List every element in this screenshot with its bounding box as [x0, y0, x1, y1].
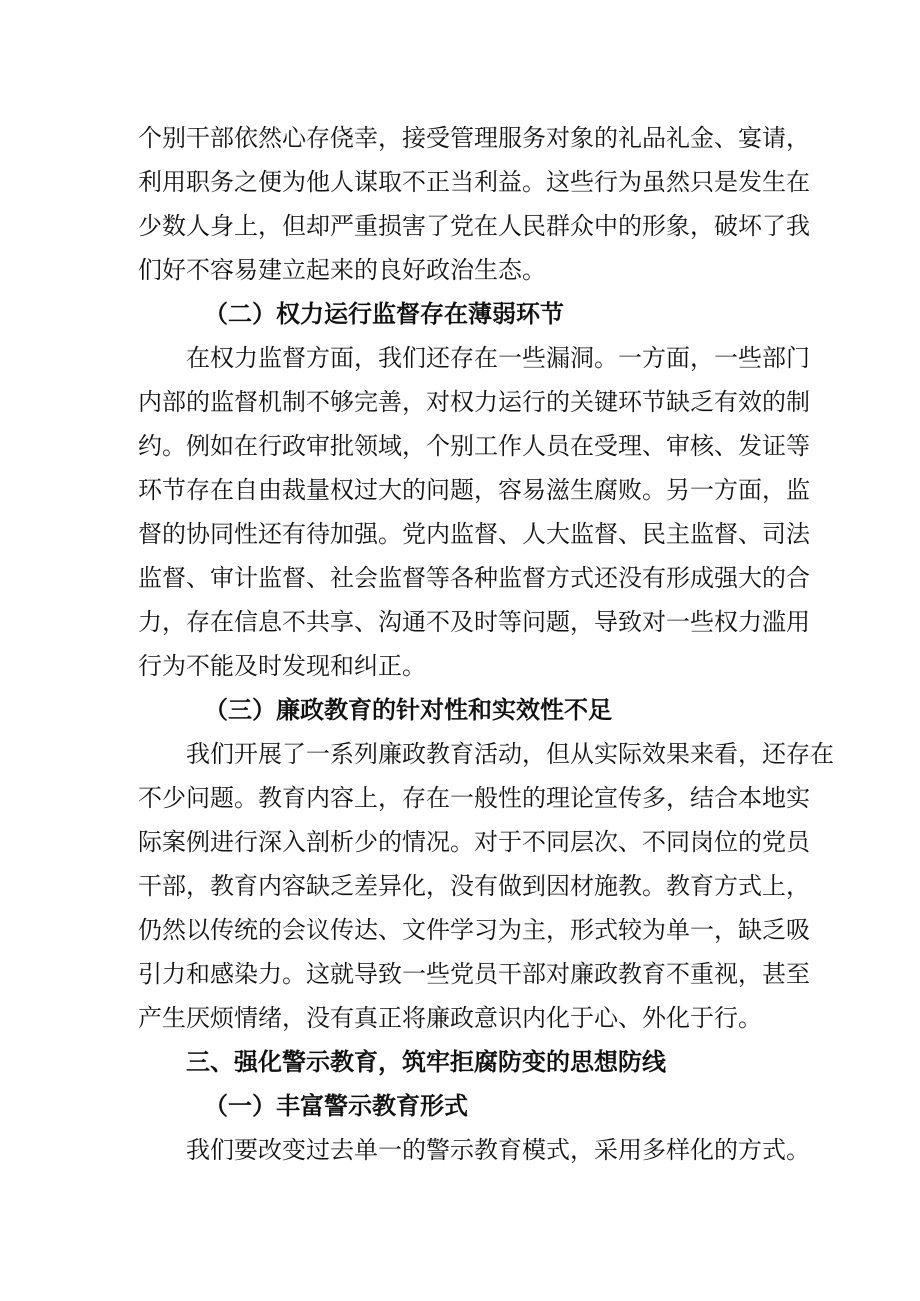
paragraph-line: 我们开展了一系列廉政教育活动，但从实际效果来看，还存在 [186, 740, 834, 768]
subsection-heading: （三）廉政教育的针对性和实效性不足 [204, 696, 612, 724]
paragraph-line: 我们要改变过去单一的警示教育模式，采用多样化的方式。 [186, 1136, 810, 1164]
paragraph-line: 们好不容易建立起来的良好政治生态。 [138, 256, 546, 284]
paragraph-line: 仍然以传统的会议传达、文件学习为主，形式较为单一，缺乏吸 [138, 916, 810, 944]
paragraph-line: 引力和感染力。这就导致一些党员干部对廉政教育不重视，甚至 [138, 960, 810, 988]
paragraph-line: 少数人身上，但却严重损害了党在人民群众中的形象，破坏了我 [138, 212, 810, 240]
paragraph-line: 干部，教育内容缺乏差异化，没有做到因材施教。教育方式上， [138, 872, 810, 900]
paragraph-line: 个别干部依然心存侥幸，接受管理服务对象的礼品礼金、宴请， [138, 124, 810, 152]
subsection-heading: （一）丰富警示教育形式 [204, 1092, 468, 1120]
paragraph-line: 际案例进行深入剖析少的情况。对于不同层次、不同岗位的党员 [138, 828, 810, 856]
paragraph-line: 监督、审计监督、社会监督等各种监督方式还没有形成强大的合 [138, 564, 810, 592]
paragraph-line: 环节存在自由裁量权过大的问题，容易滋生腐败。另一方面，监 [138, 476, 810, 504]
paragraph-line: 约。例如在行政审批领域，个别工作人员在受理、审核、发证等 [138, 432, 810, 460]
paragraph-line: 督的协同性还有待加强。党内监督、人大监督、民主监督、司法 [138, 520, 810, 548]
subsection-heading: （二）权力运行监督存在薄弱环节 [204, 300, 564, 328]
paragraph-line: 行为不能及时发现和纠正。 [138, 652, 426, 680]
section-heading: 三、强化警示教育，筑牢拒腐防变的思想防线 [186, 1048, 666, 1076]
paragraph-line: 利用职务之便为他人谋取不正当利益。这些行为虽然只是发生在 [138, 168, 810, 196]
paragraph-line: 产生厌烦情绪，没有真正将廉政意识内化于心、外化于行。 [138, 1004, 762, 1032]
paragraph-line: 力，存在信息不共享、沟通不及时等问题，导致对一些权力滥用 [138, 608, 810, 636]
paragraph-line: 在权力监督方面，我们还存在一些漏洞。一方面，一些部门 [186, 344, 810, 372]
paragraph-line: 内部的监督机制不够完善，对权力运行的关键环节缺乏有效的制 [138, 388, 810, 416]
paragraph-line: 不少问题。教育内容上，存在一般性的理论宣传多，结合本地实 [138, 784, 810, 812]
